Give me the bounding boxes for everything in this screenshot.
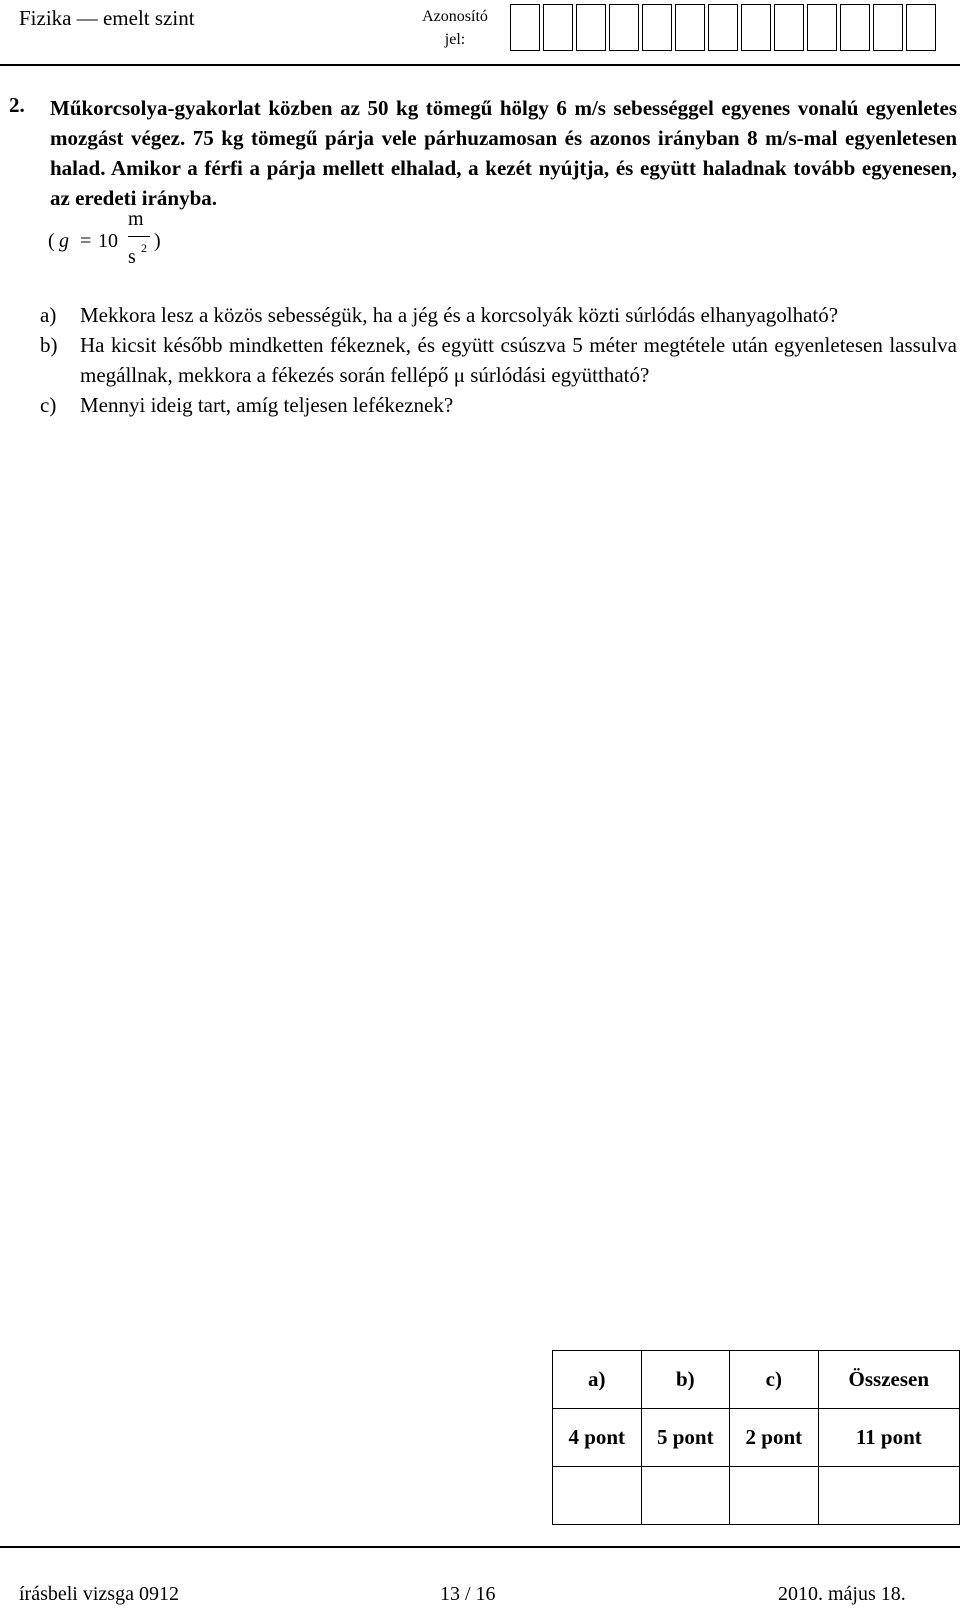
header-rule — [0, 64, 960, 66]
score-points-cell: 2 pont — [730, 1409, 819, 1467]
footer-rule — [0, 1546, 960, 1548]
score-points-cell: 11 pont — [818, 1409, 959, 1467]
id-box[interactable] — [906, 4, 936, 51]
formula-exponent: 2 — [141, 241, 147, 255]
id-box[interactable] — [708, 4, 738, 51]
id-box[interactable] — [675, 4, 705, 51]
footer-page-number: 13 / 16 — [440, 1583, 496, 1605]
id-box[interactable] — [741, 4, 771, 51]
score-header-row — [553, 1351, 960, 1409]
formula-fraction-bar — [128, 236, 150, 237]
header-title: Fizika — emelt szint — [19, 6, 195, 30]
score-entry-cell[interactable] — [818, 1467, 959, 1525]
formula-equals: = — [80, 230, 92, 252]
question-text: Ha kicsit később mindketten fékeznek, és együtt csúszva 5 méter megtétele után egyenletesen lassulva megállnak, mekkora a fékezés során fellépő μ súrlódási együttható? — [80, 333, 957, 387]
id-box[interactable] — [807, 4, 837, 51]
footer-date: 2010. május 18. — [778, 1583, 906, 1605]
formula-g: g — [59, 230, 69, 252]
id-box[interactable] — [576, 4, 606, 51]
id-label — [410, 5, 500, 51]
score-header-cell: b) — [641, 1351, 730, 1409]
problem-text: Műkorcsolya-gyakorlat közben az 50 kg tömegű hölgy 6 m/s sebességgel egyenes vonalú egyenletes mozgást végez. 75 kg tömegű párja vele párhuzamosan és azonos irányban 8 m/s-mal egyenletesen halad. Amikor a férfi a párja mellett elhalad, a kezét nyújtja, és együtt haladnak tovább egyenesen, az eredeti irányba. — [50, 96, 957, 210]
question-b — [40, 330, 957, 390]
id-label-line1: Azonosító — [422, 8, 488, 25]
formula-numerator: m — [128, 208, 144, 230]
problem-number: 2. — [9, 93, 25, 117]
score-header-cell: c) — [730, 1351, 819, 1409]
id-box[interactable] — [642, 4, 672, 51]
score-header-cell: a) — [553, 1351, 642, 1409]
id-label-line2: jel: — [444, 31, 466, 48]
score-entry-row — [553, 1467, 960, 1525]
question-c — [40, 390, 957, 420]
id-box[interactable] — [873, 4, 903, 51]
score-header-cell: Összesen — [818, 1351, 959, 1409]
id-box[interactable] — [840, 4, 870, 51]
score-entry-cell[interactable] — [641, 1467, 730, 1525]
id-boxes — [510, 4, 939, 51]
formula-denominator: s — [128, 246, 136, 268]
id-box[interactable] — [774, 4, 804, 51]
id-box[interactable] — [510, 4, 540, 51]
score-points-row — [553, 1409, 960, 1467]
question-text: Mennyi ideig tart, amíg teljesen lefékeznek? — [80, 393, 454, 417]
formula-value: 10 — [98, 230, 118, 252]
id-box[interactable] — [543, 4, 573, 51]
questions — [40, 300, 957, 420]
formula-close-paren: ) — [154, 230, 161, 252]
score-points-cell: 4 pont — [553, 1409, 642, 1467]
score-entry-cell[interactable] — [553, 1467, 642, 1525]
question-label: b) — [40, 333, 58, 357]
footer-exam-code: írásbeli vizsga 0912 — [19, 1583, 179, 1605]
formula-open-paren: ( — [48, 230, 55, 252]
score-points-cell: 5 pont — [641, 1409, 730, 1467]
question-a — [40, 300, 957, 330]
id-box[interactable] — [609, 4, 639, 51]
question-label: c) — [40, 393, 57, 417]
question-text: Mekkora lesz a közös sebességük, ha a jég és a korcsolyák közti súrlódás elhanyagolható? — [80, 303, 839, 327]
question-label: a) — [40, 303, 57, 327]
score-table — [552, 1350, 960, 1525]
gravity-formula — [48, 208, 198, 273]
score-entry-cell[interactable] — [730, 1467, 819, 1525]
